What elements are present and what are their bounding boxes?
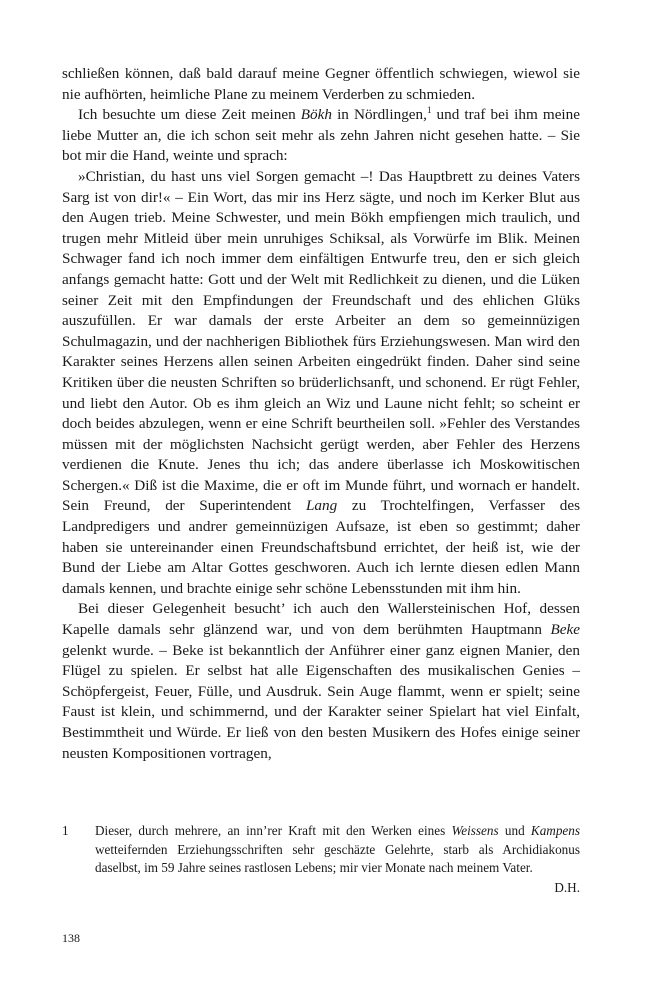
footnote-reference[interactable]: 1 xyxy=(426,105,432,116)
emphasis-name: Lang xyxy=(305,497,338,515)
emphasis-name: Bökh xyxy=(300,106,332,124)
emphasis-name: Weissens xyxy=(451,823,499,838)
footnote-1 xyxy=(62,822,580,878)
footnote-signature: D.H. xyxy=(554,879,580,895)
footnote-number: 1 xyxy=(62,823,69,838)
paragraph-2: Ich besuchte um diese Zeit meinen Bökh in Nördlingen,$^1$ und traf bei ihm meine liebe Mutter an, die ich schon seit mehr als zehn Jahren nicht gesehen hatte. – Sie bot mir die Hand, weinte und sprach: xyxy=(62,105,580,165)
footnote-text: Dieser, durch mehrere, an inn’rer Kraft mit den Werken eines Weissens und Kampens wetteifernden Erziehungsschriften sehr geschäzte Gelehrte, starb als Archidiakonus daselbst, im 59 Jahre seines rastlosen Lebens; mir vier Monate nach meinem Vater. xyxy=(95,823,581,876)
footnote-area xyxy=(62,822,580,897)
paragraph-4: Bei dieser Gelegenheit besucht’ ich auch den Wallersteinischen Hof, dessen Kapelle damals sehr glänzend war, und von dem berühmten Hauptmann Beke gelenkt wurde. – Beke ist bekanntlich der Anführer einer ganz eignen Manier, den Flügel zu spielen. Er selbst hat alle Eigenschaften des musikalischen Genies – Schöpfergeist, Feuer, Fülle, und Ausdruk. Sein Auge flammt, wenn er spielt; seine Faust ist klein, und schimmernd, und der Karakter seiner Spielart hat viel Einfalt, Bestimmtheit und Würde. Er ließ von den besten Musikern des Hofes einige seiner neusten Kompositionen vortragen, xyxy=(62,600,580,762)
emphasis-name: Kampens xyxy=(530,823,581,838)
paragraph-3: »Christian, du hast uns viel Sorgen gemacht –! Das Hauptbrett zu deines Vaters Sarg ist von dir!« – Ein Wort, das mir ins Herz sägte, und noch im Kerker Blut aus den Augen trieb. Meine Schwester, und mein Bökh empfiengen mich traulich, und trugen mehr Mitleid über mein unruhiges Schiksal, als Vorwürfe im Blik. Meinen Schwager fand ich noch immer dem einfältigen Entwurfe treu, den er sich gleich anfangs gemacht hatte: Gott und der Welt mit Redlichkeit zu dienen, und die Lüken seiner Zeit mit den Empfindungen der Freundschaft und des ehlichen Glüks auszufüllen. Er war damals der erste Arbeiter an dem so gemeinnüzigen Schulmagazin, und der nachherigen Bibliothek fürs Erziehungswesen. Man wird den Karakter seines Herzens allen seinen Arbeiten eingedrükt finden. Daher sind seine Kritiken über die neusten Schriften so brüderlichsanft, und schonend. Er rügt Fehler, und liebt den Autor. Ob es ihm gleich an Wiz und Laune nicht fehlt; so scheint er doch beides abzulegen, wenn er eine Schrift beurtheilen soll. »Fehler des Verstandes müssen mit der möglichsten Nachsicht gerügt werden, aber Fehler des Herzens verdienen die Knute. Jenes thu ich; das andere überlasse ich Moskowitischen Schergen.« Diß ist die Maxime, die er oft im Munde führt, und wornach er handelt. Sein Freund, der Superintendent Lang zu Trochtelfingen, Verfasser des Landpredigers und andrer gemeinnüzigen Aufsaze, ist eben so gestimmt; daher haben sie untereinander einen Freundschaftsbund errichtet, der heiß ist, wie der Bund der Liebe am Altar Gottes geschworen. Auch ich lernte diesen edlen Mann damals kennen, und brachte einige sehr schöne Lebensstunden mit ihm hin. xyxy=(62,167,580,597)
main-text xyxy=(62,64,580,764)
emphasis-name: Beke xyxy=(550,621,580,639)
page-number: 138 xyxy=(62,931,80,945)
paragraph-1: schließen können, daß bald darauf meine Gegner öffentlich schwiegen, wiewol sie nie aufhörten, heimliche Plane zu meinem Verderben zu schmieden. xyxy=(62,65,580,103)
